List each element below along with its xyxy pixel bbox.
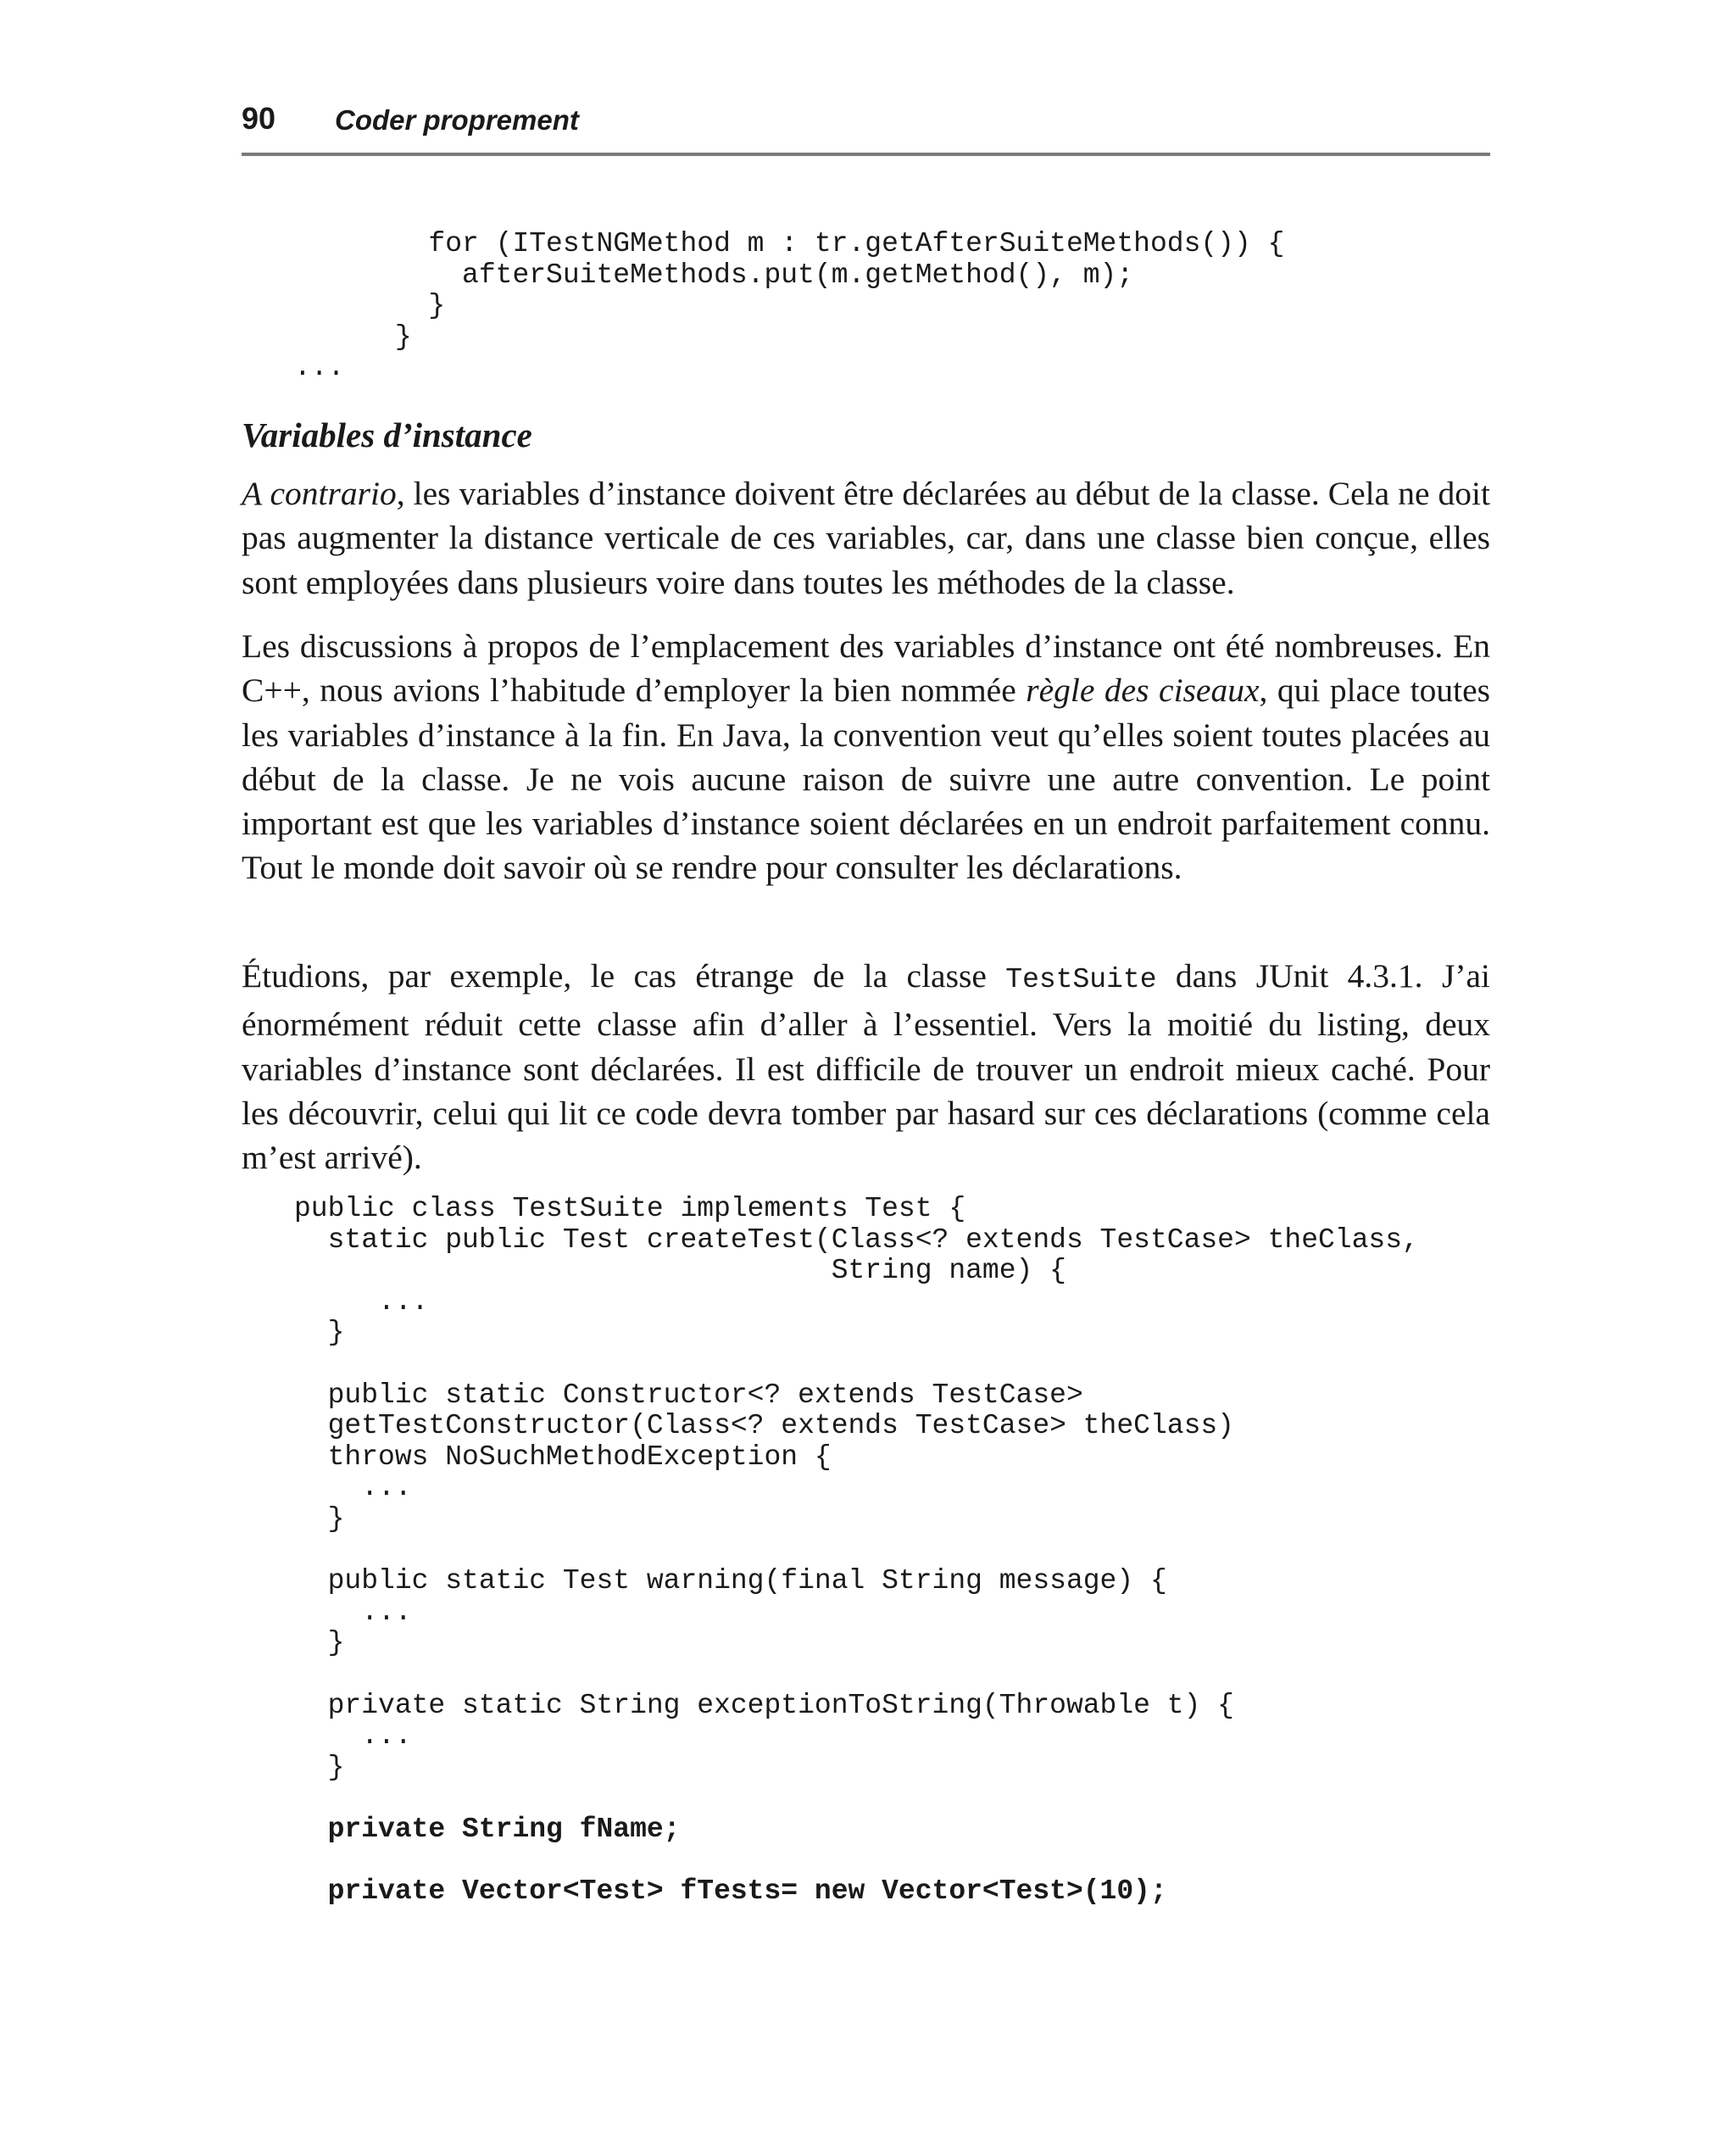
code-line: }: [294, 1627, 345, 1659]
page-number: 90: [242, 101, 276, 136]
code-line: ...: [294, 1472, 412, 1504]
paragraph-text: dans JUnit 4.3.1. J’ai énormément réduit cette classe afin d’aller à l’essentiel. Vers la moitié du listing, deux variables d’instance sont déclarées. Il est difficile de trouver un endroit mieux caché. Pour les découvrir, celui qui lit ce code devra tomber par hasard sur ces déclarations (comme cela m’est arrivé).: [242, 957, 1490, 1177]
code-line: public static Constructor<? extends TestCase>: [294, 1379, 1083, 1411]
blank-line: [294, 1659, 1419, 1691]
emphasis-text: A contrario: [242, 475, 397, 512]
code-line: static public Test createTest(Class<? extends TestCase> theClass,: [294, 1223, 1419, 1256]
blank-line: [294, 1845, 1419, 1876]
blank-line: [294, 1349, 1419, 1380]
paragraph-3: [242, 954, 1490, 1179]
code-line: }: [294, 1502, 345, 1535]
paragraph-1: [242, 471, 1490, 605]
section-heading: Variables d’instance: [242, 415, 532, 454]
code-line: }: [294, 320, 412, 353]
code-line-highlighted: private Vector<Test> fTests= new Vector<Test>(10);: [294, 1875, 1167, 1908]
paragraph-2: [242, 624, 1490, 890]
paragraph-text: , les variables d’instance doivent être déclarées au début de la classe. Cela ne doit pas augmenter la distance verticale de ces variables, car, dans une classe bien conçue, elles sont employées dans plusieurs voire dans toutes les méthodes de la classe.: [242, 475, 1491, 601]
paragraph-text: Étudions, par exemple, le cas étrange de la classe: [242, 957, 1006, 995]
code-line: ...: [294, 352, 345, 384]
code-line: private static String exceptionToString(Throwable t) {: [294, 1689, 1234, 1721]
code-line: afterSuiteMethods.put(m.getMethod(), m);: [294, 259, 1134, 291]
code-line: getTestConstructor(Class<? extends TestCase> theClass): [294, 1410, 1234, 1442]
running-title: Coder proprement: [335, 104, 579, 136]
blank-line: [294, 1535, 1419, 1567]
code-line: public class TestSuite implements Test {: [294, 1193, 966, 1224]
inline-code: TestSuite: [1005, 964, 1157, 995]
code-line: }: [294, 290, 446, 322]
paragraph-text: , qui place toutes les variables d’instance à la fin. En Java, la convention veut qu’elles soient toutes placées au début de la classe. Je ne vois aucune raison de suivre une autre convention. Le point important est que les variables d’instance soient déclarées en un endroit parfaitement connu. Tout le monde doit savoir où se rendre pour consulter les déclarations.: [242, 672, 1490, 887]
paragraph-text: Les discussions à propos de l’emplacement des variables d’instance ont été nombreuses. En C++, nous avions l’habitude d’employer la bien nommée: [242, 627, 1490, 710]
code-listing-testsuite: [294, 1194, 1419, 1908]
code-line: String name) {: [294, 1255, 1066, 1287]
code-line: throws NoSuchMethodException {: [294, 1441, 832, 1473]
emphasis-text: règle des ciseaux: [1026, 672, 1260, 710]
code-line: public static Test warning(final String message) {: [294, 1565, 1167, 1597]
code-line: }: [294, 1317, 345, 1349]
blank-line: [294, 1783, 1419, 1814]
code-line: ...: [294, 1285, 429, 1318]
code-line-highlighted: private String fName;: [294, 1813, 681, 1845]
code-line: ...: [294, 1596, 412, 1628]
page-header: [242, 100, 1490, 156]
code-listing-top: [294, 229, 1284, 384]
code-line: for (ITestNGMethod m : tr.getAfterSuiteMethods()) {: [294, 228, 1285, 259]
code-line: }: [294, 1751, 345, 1783]
code-line: ...: [294, 1720, 412, 1753]
